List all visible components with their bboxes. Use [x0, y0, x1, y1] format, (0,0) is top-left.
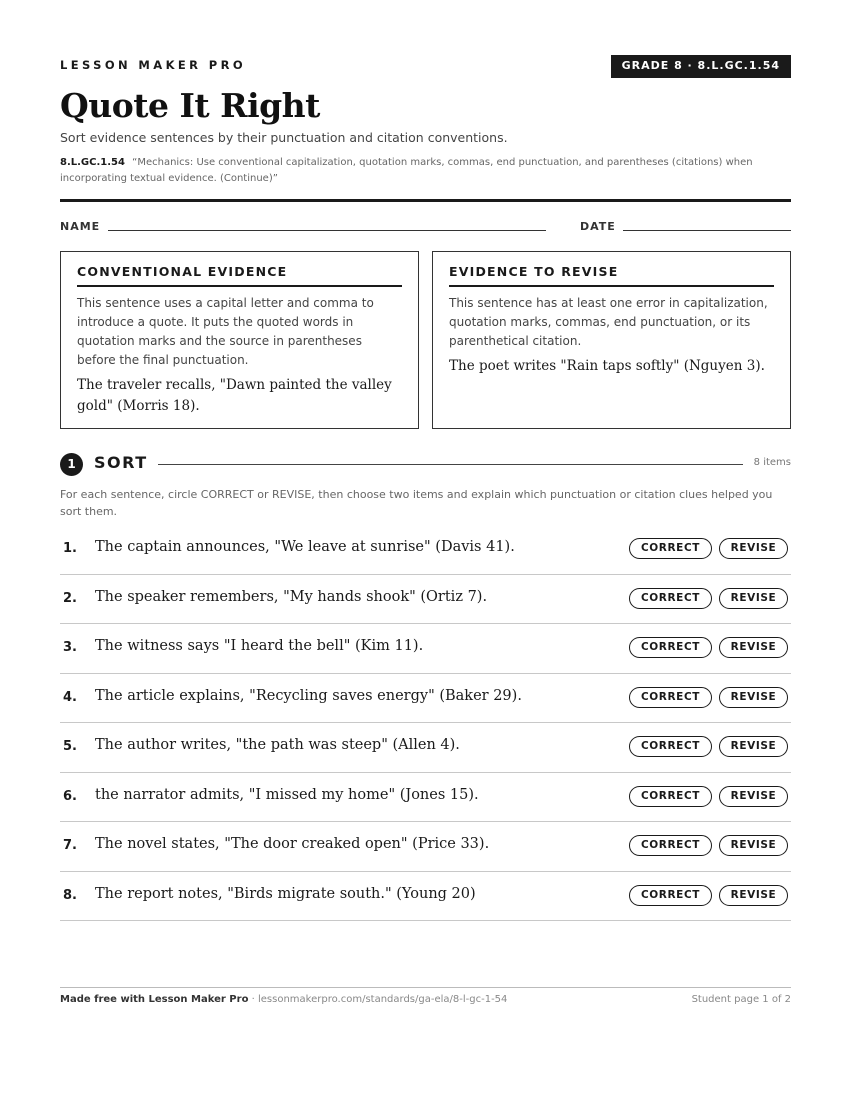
name-field[interactable]: [108, 230, 546, 231]
item-number: 3.: [63, 640, 77, 655]
standard-description: [60, 155, 760, 187]
date-label: DATE: [580, 220, 616, 233]
name-date-row: [60, 220, 791, 236]
list-item: [60, 575, 791, 625]
section-number-badge: 1: [60, 453, 83, 476]
conventional-evidence-example: The traveler recalls, "Dawn painted the valley gold" (Morris 18).: [77, 377, 392, 414]
item-sentence: The speaker remembers, "My hands shook" (Ortiz 7).: [95, 588, 488, 605]
section-divider: [158, 464, 743, 465]
sentence-list: [60, 525, 791, 921]
item-number: 6.: [63, 788, 77, 804]
evidence-to-revise-box: [432, 251, 791, 429]
conventional-evidence-title: CONVENTIONAL EVIDENCE: [77, 264, 402, 287]
evidence-to-revise-example: The poet writes "Rain taps softly" (Nguyen 3).: [449, 358, 765, 374]
correct-button[interactable]: CORRECT: [629, 835, 712, 856]
revise-button[interactable]: REVISE: [719, 588, 788, 609]
footer-url[interactable]: lessonmakerpro.com/standards/ga-ela/8-l-gc-1-54: [257, 994, 508, 1005]
footer-separator: ·: [248, 994, 258, 1005]
revise-button[interactable]: REVISE: [719, 736, 788, 757]
list-item: [60, 525, 791, 575]
list-item: [60, 872, 791, 922]
footer-divider: [60, 987, 791, 988]
item-number: 2.: [63, 590, 77, 606]
item-number: 4.: [63, 689, 77, 705]
worksheet-page: [60, 0, 791, 1100]
footer-credit: [60, 994, 507, 1005]
item-count: 8 items: [753, 457, 791, 468]
conventional-evidence-description: This sentence uses a capital letter and comma to introduce a quote. It puts the quoted words in quotation marks and the source in parentheses before the final punctuation.: [77, 296, 374, 367]
correct-button[interactable]: CORRECT: [629, 637, 712, 658]
standard-code: 8.L.GC.1.54: [60, 157, 125, 168]
correct-button[interactable]: CORRECT: [629, 885, 712, 906]
list-item: [60, 773, 791, 823]
item-sentence: The novel states, "The door creaked open" (Price 33).: [95, 836, 490, 852]
sort-instructions: For each sentence, circle CORRECT or REVISE, then choose two items and explain which punctuation or citation clues helped you sort them.: [60, 488, 773, 518]
name-label: NAME: [60, 220, 101, 233]
revise-button[interactable]: REVISE: [719, 885, 788, 906]
evidence-to-revise-title: EVIDENCE TO REVISE: [449, 264, 774, 287]
grade-badge: GRADE 8 · 8.L.GC.1.54: [611, 55, 791, 78]
correct-button[interactable]: CORRECT: [629, 687, 712, 708]
revise-button[interactable]: REVISE: [719, 835, 788, 856]
item-sentence: The captain announces, "We leave at sunrise" (Davis 41).: [95, 539, 515, 555]
list-item: [60, 822, 791, 872]
page-title: Quote It Right: [60, 86, 320, 125]
footer-page-number: Student page 1 of 2: [691, 994, 791, 1005]
revise-button[interactable]: REVISE: [719, 687, 788, 708]
item-sentence: The author writes, "the path was steep" (Allen 4).: [95, 737, 460, 753]
item-sentence: The witness says "I heard the bell" (Kim 11).: [95, 638, 424, 654]
correct-button[interactable]: CORRECT: [629, 588, 712, 609]
correct-button[interactable]: CORRECT: [629, 736, 712, 757]
list-item: [60, 723, 791, 773]
standard-text: “Mechanics: Use conventional capitalization, quotation marks, commas, end punctuation, and parentheses (citations) when incorporating textual evidence. (Continue)”: [60, 157, 753, 184]
sort-section-header: [60, 452, 791, 476]
brand-name: LESSON MAKER PRO: [60, 58, 247, 72]
section-title: SORT: [94, 453, 148, 472]
date-field[interactable]: [623, 230, 791, 231]
conventional-evidence-box: [60, 251, 419, 429]
footer-made-with: Made free with Lesson Maker Pro: [60, 994, 249, 1005]
item-number: 1.: [63, 541, 77, 556]
revise-button[interactable]: REVISE: [719, 538, 788, 559]
evidence-to-revise-description: This sentence has at least one error in capitalization, quotation marks, commas, end punctuation, or its parenthetical citation.: [449, 296, 768, 348]
item-number: 8.: [63, 887, 77, 903]
item-sentence: the narrator admits, "I missed my home" (Jones 15).: [95, 786, 479, 803]
header-divider: [60, 199, 791, 202]
list-item: [60, 674, 791, 724]
item-number: 7.: [63, 838, 77, 853]
item-sentence: The article explains, "Recycling saves energy" (Baker 29).: [95, 687, 522, 704]
list-item: [60, 624, 791, 674]
item-sentence: The report notes, "Birds migrate south." (Young 20): [95, 885, 476, 902]
correct-button[interactable]: CORRECT: [629, 786, 712, 807]
revise-button[interactable]: REVISE: [719, 637, 788, 658]
revise-button[interactable]: REVISE: [719, 786, 788, 807]
correct-button[interactable]: CORRECT: [629, 538, 712, 559]
page-subtitle: Sort evidence sentences by their punctuation and citation conventions.: [60, 130, 508, 145]
item-number: 5.: [63, 739, 77, 754]
